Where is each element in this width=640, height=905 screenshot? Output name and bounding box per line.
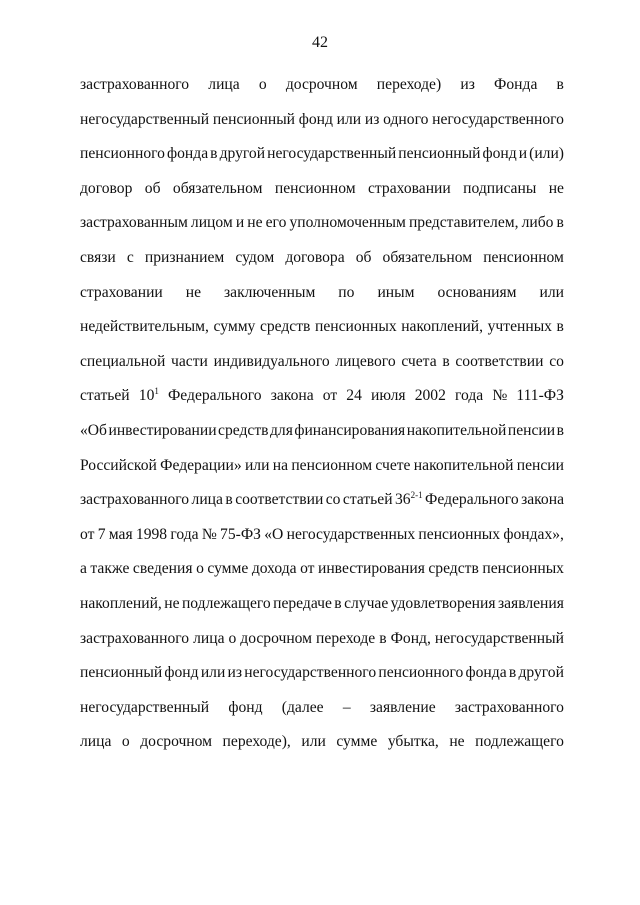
word: лица bbox=[80, 733, 112, 751]
word: досрочном bbox=[140, 733, 213, 751]
word: переходе) bbox=[376, 76, 442, 93]
word: другой bbox=[518, 664, 564, 682]
word: подписаны bbox=[463, 179, 537, 197]
word: пенсионном bbox=[291, 456, 373, 474]
text-line bbox=[80, 172, 564, 207]
word: Федерации» bbox=[160, 456, 242, 474]
text-line bbox=[80, 68, 564, 103]
word: убытка, bbox=[387, 733, 439, 751]
word: (или) bbox=[529, 145, 564, 163]
word: пенсионный bbox=[80, 664, 163, 682]
word: 1998 bbox=[135, 525, 168, 543]
word: в bbox=[556, 76, 564, 93]
text-line bbox=[80, 725, 564, 760]
word: или bbox=[336, 110, 362, 128]
superscript: 2-1 bbox=[410, 490, 423, 501]
word: о bbox=[121, 733, 130, 751]
word: фонд bbox=[482, 145, 517, 163]
word: досрочном bbox=[240, 629, 313, 647]
text-line bbox=[80, 587, 564, 622]
word: страховании bbox=[80, 283, 163, 301]
word: также bbox=[90, 560, 130, 578]
word: в bbox=[210, 145, 218, 163]
text-line bbox=[80, 622, 564, 657]
word: иным bbox=[377, 283, 415, 301]
word: от bbox=[80, 525, 95, 543]
word: не bbox=[185, 283, 202, 301]
word: года bbox=[455, 387, 484, 405]
text-line bbox=[80, 137, 564, 172]
word: статьей bbox=[342, 491, 393, 509]
word: пенсионных bbox=[314, 318, 397, 336]
word: Федерального bbox=[167, 387, 262, 405]
word: (далее bbox=[281, 698, 324, 716]
word: в bbox=[225, 491, 233, 509]
word: фонд bbox=[228, 698, 263, 716]
word: для bbox=[269, 421, 293, 439]
word: фонда bbox=[167, 145, 209, 163]
word: договор bbox=[80, 179, 133, 197]
text-line bbox=[80, 310, 564, 345]
word: пенсии bbox=[516, 456, 564, 474]
word: № bbox=[492, 387, 508, 405]
word: его bbox=[265, 214, 287, 232]
word: со bbox=[325, 491, 341, 509]
word: Фонда bbox=[494, 76, 538, 93]
word: и bbox=[235, 214, 245, 232]
word: негосударственного bbox=[432, 110, 564, 128]
word: а bbox=[80, 560, 87, 578]
word: соответствии bbox=[455, 352, 544, 370]
word: соответствии bbox=[235, 491, 324, 509]
word: лица bbox=[208, 76, 240, 93]
word: недействительным, bbox=[80, 318, 209, 336]
word: индивидуального bbox=[213, 352, 330, 370]
word: закона bbox=[521, 491, 564, 509]
word: от bbox=[300, 560, 315, 578]
word: статьей bbox=[80, 387, 130, 405]
page-number: 42 bbox=[312, 34, 328, 51]
text-line bbox=[80, 449, 564, 484]
word: в bbox=[556, 318, 564, 336]
word: фонд bbox=[298, 110, 333, 128]
word: в bbox=[379, 629, 387, 647]
word: Российской bbox=[80, 456, 157, 474]
text-line bbox=[80, 276, 564, 311]
word: уполномоченным bbox=[289, 214, 406, 232]
word: удовлетворения bbox=[390, 594, 496, 612]
word: негосударственный bbox=[80, 698, 210, 716]
word: счета bbox=[401, 352, 437, 370]
text-line bbox=[80, 241, 564, 276]
word: средств bbox=[218, 421, 269, 439]
word: пенсионный bbox=[398, 145, 481, 163]
word: фонда bbox=[465, 664, 507, 682]
text-line bbox=[80, 379, 564, 414]
word: в bbox=[556, 421, 564, 439]
word: года bbox=[170, 525, 199, 543]
word: обязательном bbox=[172, 179, 263, 197]
word: «Об bbox=[80, 421, 107, 439]
word: лица bbox=[193, 629, 225, 647]
body-text bbox=[80, 68, 564, 760]
word: со bbox=[549, 352, 564, 370]
word: застрахованного bbox=[454, 698, 564, 716]
word: 24 bbox=[346, 387, 362, 405]
word: средств bbox=[428, 560, 479, 578]
word: пенсионных bbox=[418, 525, 501, 543]
text-line bbox=[80, 483, 564, 518]
word: закона bbox=[270, 387, 314, 405]
word: или bbox=[539, 283, 564, 301]
word: на bbox=[272, 456, 289, 474]
word: из bbox=[364, 110, 380, 128]
word: переходе bbox=[316, 629, 376, 647]
word: финансирования bbox=[294, 421, 406, 439]
word: инвестировании bbox=[108, 421, 217, 439]
word: в bbox=[508, 664, 517, 682]
superscript: 1 bbox=[154, 386, 159, 397]
word: 111-ФЗ bbox=[516, 387, 564, 405]
word: основаниям bbox=[437, 283, 517, 301]
word: или bbox=[244, 456, 270, 474]
article-number: $10^1$ bbox=[138, 386, 159, 405]
word: страховании bbox=[367, 179, 451, 197]
word: сведения bbox=[132, 560, 193, 578]
word: с bbox=[126, 248, 134, 266]
word: Федерального bbox=[425, 491, 519, 509]
word: накоплений, bbox=[80, 594, 162, 612]
word: пенсионном bbox=[274, 179, 356, 197]
word: пенсионных bbox=[482, 560, 564, 578]
word: либо bbox=[521, 214, 554, 232]
word: части bbox=[171, 352, 208, 370]
word: лица bbox=[191, 491, 223, 509]
word: судом bbox=[235, 248, 275, 266]
word: подлежащего bbox=[181, 594, 271, 612]
word: об bbox=[355, 248, 372, 266]
word: накоплений, bbox=[401, 318, 484, 336]
word: сумме bbox=[207, 560, 249, 578]
word: накопительной bbox=[413, 456, 514, 474]
word: средств bbox=[259, 318, 311, 336]
word: от bbox=[322, 387, 338, 405]
word: о bbox=[228, 629, 237, 647]
word: фондах», bbox=[503, 525, 564, 543]
word: июля bbox=[371, 387, 406, 405]
text-line bbox=[80, 206, 564, 241]
word: другой bbox=[219, 145, 266, 163]
word: негосударственный bbox=[434, 629, 564, 647]
word: случае bbox=[344, 594, 389, 612]
word: признанием bbox=[144, 248, 225, 266]
text-line bbox=[80, 414, 564, 449]
word: «О bbox=[264, 525, 284, 543]
word: – bbox=[342, 698, 351, 716]
word: досрочном bbox=[285, 76, 358, 93]
word: представителем, bbox=[408, 214, 519, 232]
word: инвестирования bbox=[317, 560, 425, 578]
word: в bbox=[442, 352, 450, 370]
word: не bbox=[247, 214, 263, 232]
word: № bbox=[201, 525, 217, 543]
word: не bbox=[548, 179, 564, 197]
word: специальной bbox=[80, 352, 166, 370]
word: не bbox=[449, 733, 465, 751]
word: учтенных bbox=[487, 318, 552, 336]
word: заявление bbox=[369, 698, 436, 716]
word: одного bbox=[383, 110, 429, 128]
word: фонд bbox=[164, 664, 199, 682]
word: застрахованного bbox=[80, 76, 190, 93]
word: 75-ФЗ bbox=[220, 525, 261, 543]
word: мая bbox=[108, 525, 133, 543]
word: негосударственного bbox=[244, 664, 377, 682]
word: передаче bbox=[273, 594, 332, 612]
word: пенсионного bbox=[378, 664, 464, 682]
word: из bbox=[227, 664, 243, 682]
word: о bbox=[258, 76, 267, 93]
text-line bbox=[80, 552, 564, 587]
word: негосударственный bbox=[80, 110, 210, 128]
word: лицевого bbox=[335, 352, 396, 370]
word: пенсионный bbox=[212, 110, 296, 128]
word: Фонд, bbox=[390, 629, 431, 647]
text-line bbox=[80, 103, 564, 138]
word: заключенным bbox=[224, 283, 316, 301]
word: дохода bbox=[251, 560, 297, 578]
word: переходе), bbox=[222, 733, 291, 751]
word: в bbox=[556, 214, 564, 232]
word: застрахованного bbox=[80, 491, 190, 509]
word: обязательном bbox=[382, 248, 473, 266]
word: об bbox=[144, 179, 161, 197]
word: пенсионного bbox=[80, 145, 165, 163]
text-line bbox=[80, 518, 564, 553]
word: 7 bbox=[97, 525, 106, 543]
word: в bbox=[334, 594, 342, 612]
word: из bbox=[460, 76, 475, 93]
word: накопительной bbox=[406, 421, 507, 439]
word: не bbox=[164, 594, 180, 612]
word: и bbox=[518, 145, 528, 163]
word: 2002 bbox=[414, 387, 446, 405]
word: договора bbox=[285, 248, 345, 266]
word: по bbox=[338, 283, 355, 301]
word: пенсии bbox=[507, 421, 556, 439]
word: негосударственный bbox=[267, 145, 397, 163]
text-line bbox=[80, 345, 564, 380]
article-number: 36$^{2-1}$ bbox=[395, 490, 423, 509]
word: негосударственных bbox=[286, 525, 416, 543]
word: о bbox=[196, 560, 204, 578]
word: сумму bbox=[213, 318, 256, 336]
word: или bbox=[301, 733, 326, 751]
word: связи bbox=[80, 248, 116, 266]
word: или bbox=[200, 664, 226, 682]
word: застрахованным bbox=[80, 214, 188, 232]
word: сумме bbox=[336, 733, 378, 751]
word: счете bbox=[375, 456, 411, 474]
word: застрахованного bbox=[80, 629, 190, 647]
word: подлежащего bbox=[475, 733, 564, 751]
word: лицом bbox=[190, 214, 233, 232]
text-line bbox=[80, 656, 564, 691]
word: пенсионном bbox=[483, 248, 564, 266]
word: заявления bbox=[497, 594, 564, 612]
text-line bbox=[80, 691, 564, 726]
